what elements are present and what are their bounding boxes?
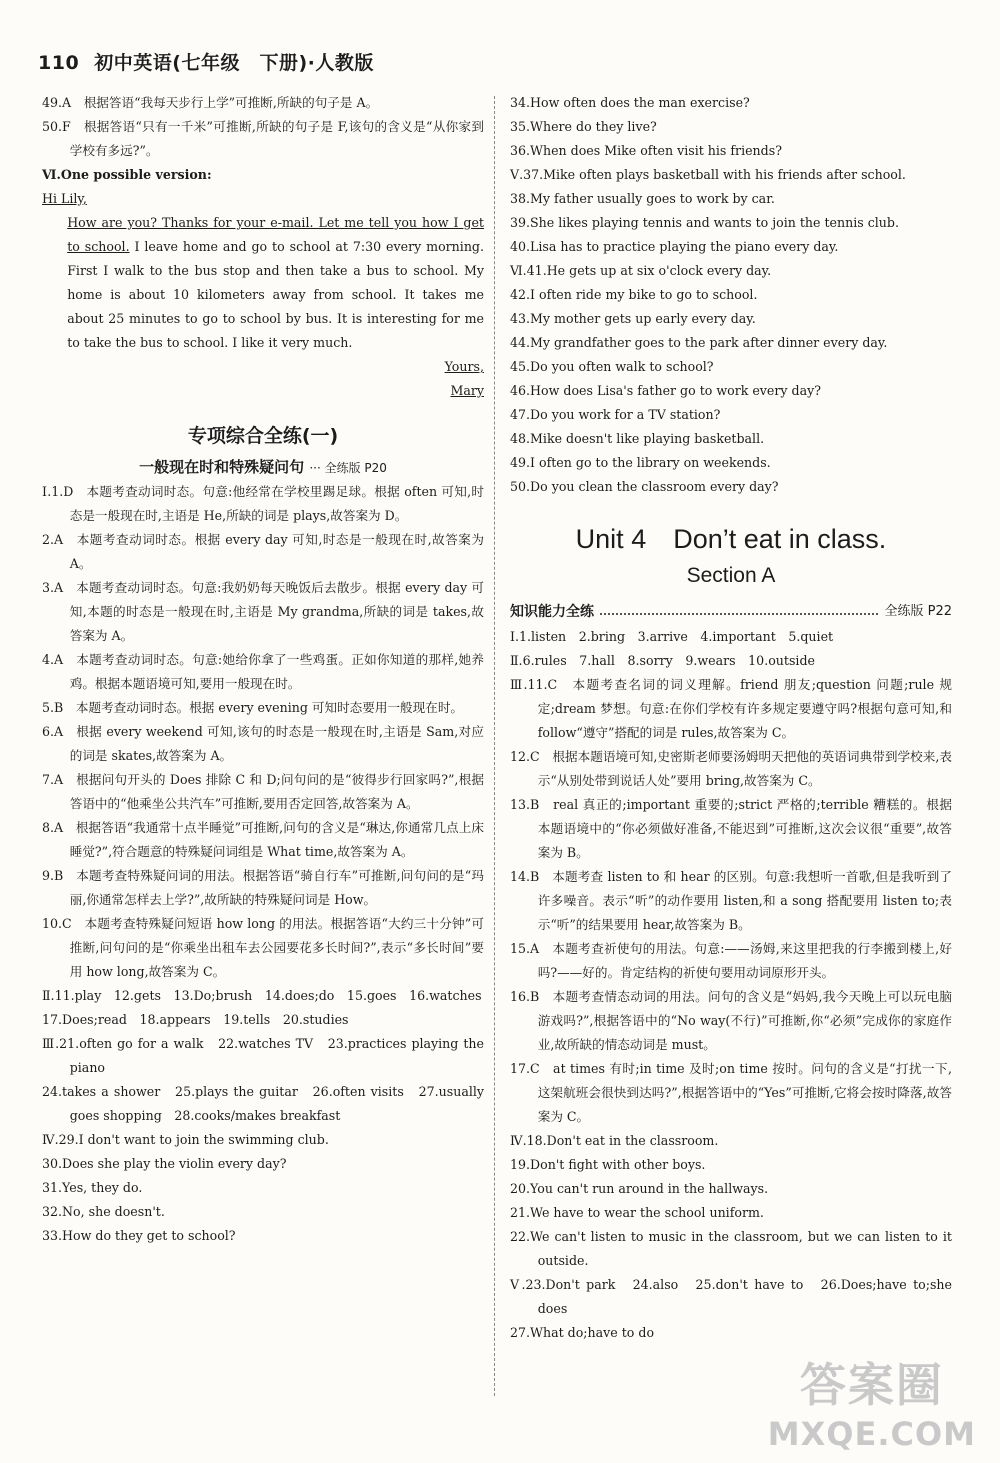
answer-item: 27.What do;have to do [510,1325,655,1340]
special-section-title: 专项综合全练(一) [187,425,339,447]
answer-item: 32.No, she doesn't. [42,1204,165,1219]
answer-item: 33.How do they get to school? [42,1228,236,1243]
watermark-line1: 答案圈 [799,1358,944,1412]
letter-body [42,211,484,355]
answer-item: 16.B 本题考查情态动词的用法。问句的含义是“妈妈,我今天晚上可以玩电脑游戏吗?”,根据答语中的“No way(不行)”可推断,你“必须”完成你的家庭作业,故所缺的情态动词是 must。 [510,989,952,1052]
answer-item: 45.Do you often walk to school? [510,359,714,374]
answer-item: 48.Mike doesn't like playing basketball. [510,431,765,446]
special-section-subtitle [42,455,484,480]
practice-header [510,599,952,625]
answer-item: 17.C at times 有时;in time 及时;on time 按时。问句的含义是“打扰一下,这架航班会很快到达吗?”,根据答语中的“Yes”可推断,它将会按时降落,故答案为 C。 [510,1061,952,1124]
answer-item: 30.Does she play the violin every day? [42,1156,287,1171]
watermark [768,1349,976,1453]
answer-item: 42.I often ride my bike to go to school. [510,287,758,302]
answer-item: 12.C 根据本题语境可知,史密斯老师要汤姆明天把他的英语词典带到学校来,表示“从别处带到说话人处”要用 bring,故答案为 C。 [510,749,952,788]
section-title: Section A [686,564,776,587]
book-title: 初中英语(七年级 下册)·人教版 [94,52,374,74]
answer-item: 24.takes a shower 25.plays the guitar 26.often visits 27.usually goes shopping 28.cooks/makes breakfast [42,1084,484,1123]
right-answer-list-bottom [510,625,952,1345]
answer-item: Ⅳ.18.Don't eat in the classroom. [510,1133,719,1148]
answer-item: 50.Do you clean the classroom every day? [510,479,779,494]
left-answer-list [42,480,484,1248]
column-divider [494,96,495,1396]
practice-label: 知识能力全练 [510,604,594,620]
answer-item: 46.How does Lisa's father go to work every day? [510,383,821,398]
left-column [42,91,484,1248]
writing-heading: Ⅵ.One possible version: [42,167,212,182]
answer-item: Ⅲ.11.C 本题考查名词的词义理解。friend 朋友;question 问题;rule 规定;dream 梦想。句意:在你们学校有许多规定要遵守吗?根据句意可知,和 follow“遵守”搭配的词是 rules,故答案为 C。 [510,677,952,740]
answer-item: 44.My grandfather goes to the park after dinner every day. [510,335,888,350]
right-column [510,91,952,1345]
answer-item: 19.Don't fight with other boys. [510,1157,706,1172]
answer-item: 8.A 根据答语“我通常十点半睡觉”可推断,问句的含义是“琳达,你通常几点上床睡觉?”,符合题意的特殊疑问词组是 What time,故答案为 A。 [42,820,484,859]
page-number: 110 [38,52,80,74]
special-subtitle-text: 一般现在时和特殊疑问句 [139,458,305,476]
answer-item: 43.My mother gets up early every day. [510,311,756,326]
answer-item: 31.Yes, they do. [42,1180,143,1195]
page-header [38,48,374,75]
answer-item: 7.A 根据问句开头的 Does 排除 C 和 D;问句问的是“彼得步行回家吗?”,根据答语中的“他乘坐公共汽车”可推断,要用否定回答,故答案为 A。 [42,772,484,811]
answer-item: 10.C 本题考查特殊疑问短语 how long 的用法。根据答语“大约三十分钟”可推断,问句问的是“你乘坐出租车去公园要花多长时间?”,表示“多长时间”要用 how long,故答案为 C。 [42,916,484,979]
letter-body-underlined: How are you? Thanks for your e-mail. Let me tell you how I get to school. [67,215,484,254]
answer-item: 21.We have to wear the school uniform. [510,1205,764,1220]
answer-item: Ⅵ.41.He gets up at six o'clock every day. [510,263,772,278]
answer-item: 4.A 本题考查动词时态。句意:她给你拿了一些鸡蛋。正如你知道的那样,她养鸡。根据本题语境可知,要用一般现在时。 [42,652,484,691]
answer-item: 13.B real 真正的;important 重要的;strict 严格的;terrible 糟糕的。根据本题语境中的“你必须做好准备,不能迟到”可推断,这次会议很“重要”,故答案为 B。 [510,797,952,860]
answer-item: 39.She likes playing tennis and wants to join the tennis club. [510,215,899,230]
answer-item: 15.A 本题考查祈使句的用法。句意:——汤姆,来这里把我的行李搬到楼上,好吗?——好的。肯定结构的祈使句要用动词原形开头。 [510,941,952,980]
answer-item: 20.You can't run around in the hallways. [510,1181,769,1196]
right-answer-list-top [510,91,952,499]
answer-item: 38.My father usually goes to work by car. [510,191,775,206]
answer-item: 47.Do you work for a TV station? [510,407,721,422]
answer-item: 36.When does Mike often visit his friends? [510,143,782,158]
answer-item: 22.We can't listen to music in the classroom, but we can listen to it outside. [510,1229,952,1268]
watermark-line2: MXQE.COM [767,1415,976,1453]
answer-item: Ⅴ.37.Mike often plays basketball with his friends after school. [510,167,906,182]
answer-item: 9.B 本题考查特殊疑问词的用法。根据答语“骑自行车”可推断,问句问的是“玛丽,你通常怎样去上学?”,故所缺的特殊疑问词是 How。 [42,868,484,907]
answer-item: 6.A 根据 every weekend 可知,该句的时态是一般现在时,主语是 Sam,对应的词是 skates,故答案为 A。 [42,724,484,763]
answer-item: Ⅴ.23.Don't park 24.also 25.don't have to 26.Does;have to;she does [510,1277,952,1316]
answer-item: 2.A 本题考查动词时态。根据 every day 可知,时态是一般现在时,故答案为 A。 [42,532,484,571]
leader-dots [600,613,878,615]
letter-signature: Mary [450,383,484,398]
answer-item: 3.A 本题考查动词时态。句意:我奶奶每天晚饭后去散步。根据 every day 可知,本题的时态是一般现在时,主语是 My grandma,所缺的词是 takes,故答案为 A。 [42,580,484,643]
letter-closing: Yours, [444,359,484,374]
unit-title: Unit 4 Don’t eat in class. [575,524,887,554]
answer-item: 35.Where do they live? [510,119,657,134]
practice-page-ref: 全练版 P22 [884,604,952,619]
answer-item: 40.Lisa has to practice playing the piano every day. [510,239,839,254]
answer-item: Ⅳ.29.I don't want to join the swimming club. [42,1132,329,1147]
answer-item: Ⅰ.1.listen 2.bring 3.arrive 4.important 5.quiet [510,629,834,644]
letter-greeting: Hi Lily, [42,191,87,206]
answer-q49: 49.A 根据答语“我每天步行上学”可推断,所缺的句子是 A。 [42,95,379,110]
answer-item: 34.How often does the man exercise? [510,95,750,110]
answer-q50: 50.F 根据答语“只有一千米”可推断,所缺的句子是 F,该句的含义是“从你家到学校有多远?”。 [42,119,484,158]
answer-item: Ⅲ.21.often go for a walk 22.watches TV 23.practices playing the piano [42,1036,484,1075]
answer-item: 49.I often go to the library on weekends. [510,455,771,470]
answer-item: Ⅱ.11.play 12.gets 13.Do;brush 14.does;do 15.goes 16.watches [42,988,482,1003]
letter-body-rest: I leave home and go to school at 7:30 every morning. First I walk to the bus stop and then take a bus to school. My home is about 10 kilometers away from school. It takes me about 25 minutes to go to school by bus. It is interesting for me to take the bus to school. I like it very much. [67,239,484,350]
answer-item: 17.Does;read 18.appears 19.tells 20.studies [42,1012,349,1027]
answer-item: 5.B 本题考查动词时态。根据 every evening 可知时态要用一般现在时。 [42,700,464,715]
answer-item: 14.B 本题考查 listen to 和 hear 的区别。句意:我想听一首歌,但是我听到了许多噪音。表示“听”的动作要用 listen,和 a song 搭配要用 listen to;表示“听”的结果要用 hear,故答案为 B。 [510,869,952,932]
answer-item: Ⅱ.6.rules 7.hall 8.sorry 9.wears 10.outside [510,653,815,668]
special-page-ref: ··· 全练版 P20 [309,461,387,475]
answer-item: Ⅰ.1.D 本题考查动词时态。句意:他经常在学校里踢足球。根据 often 可知,时态是一般现在时,主语是 He,所缺的词是 plays,故答案为 D。 [42,484,484,523]
